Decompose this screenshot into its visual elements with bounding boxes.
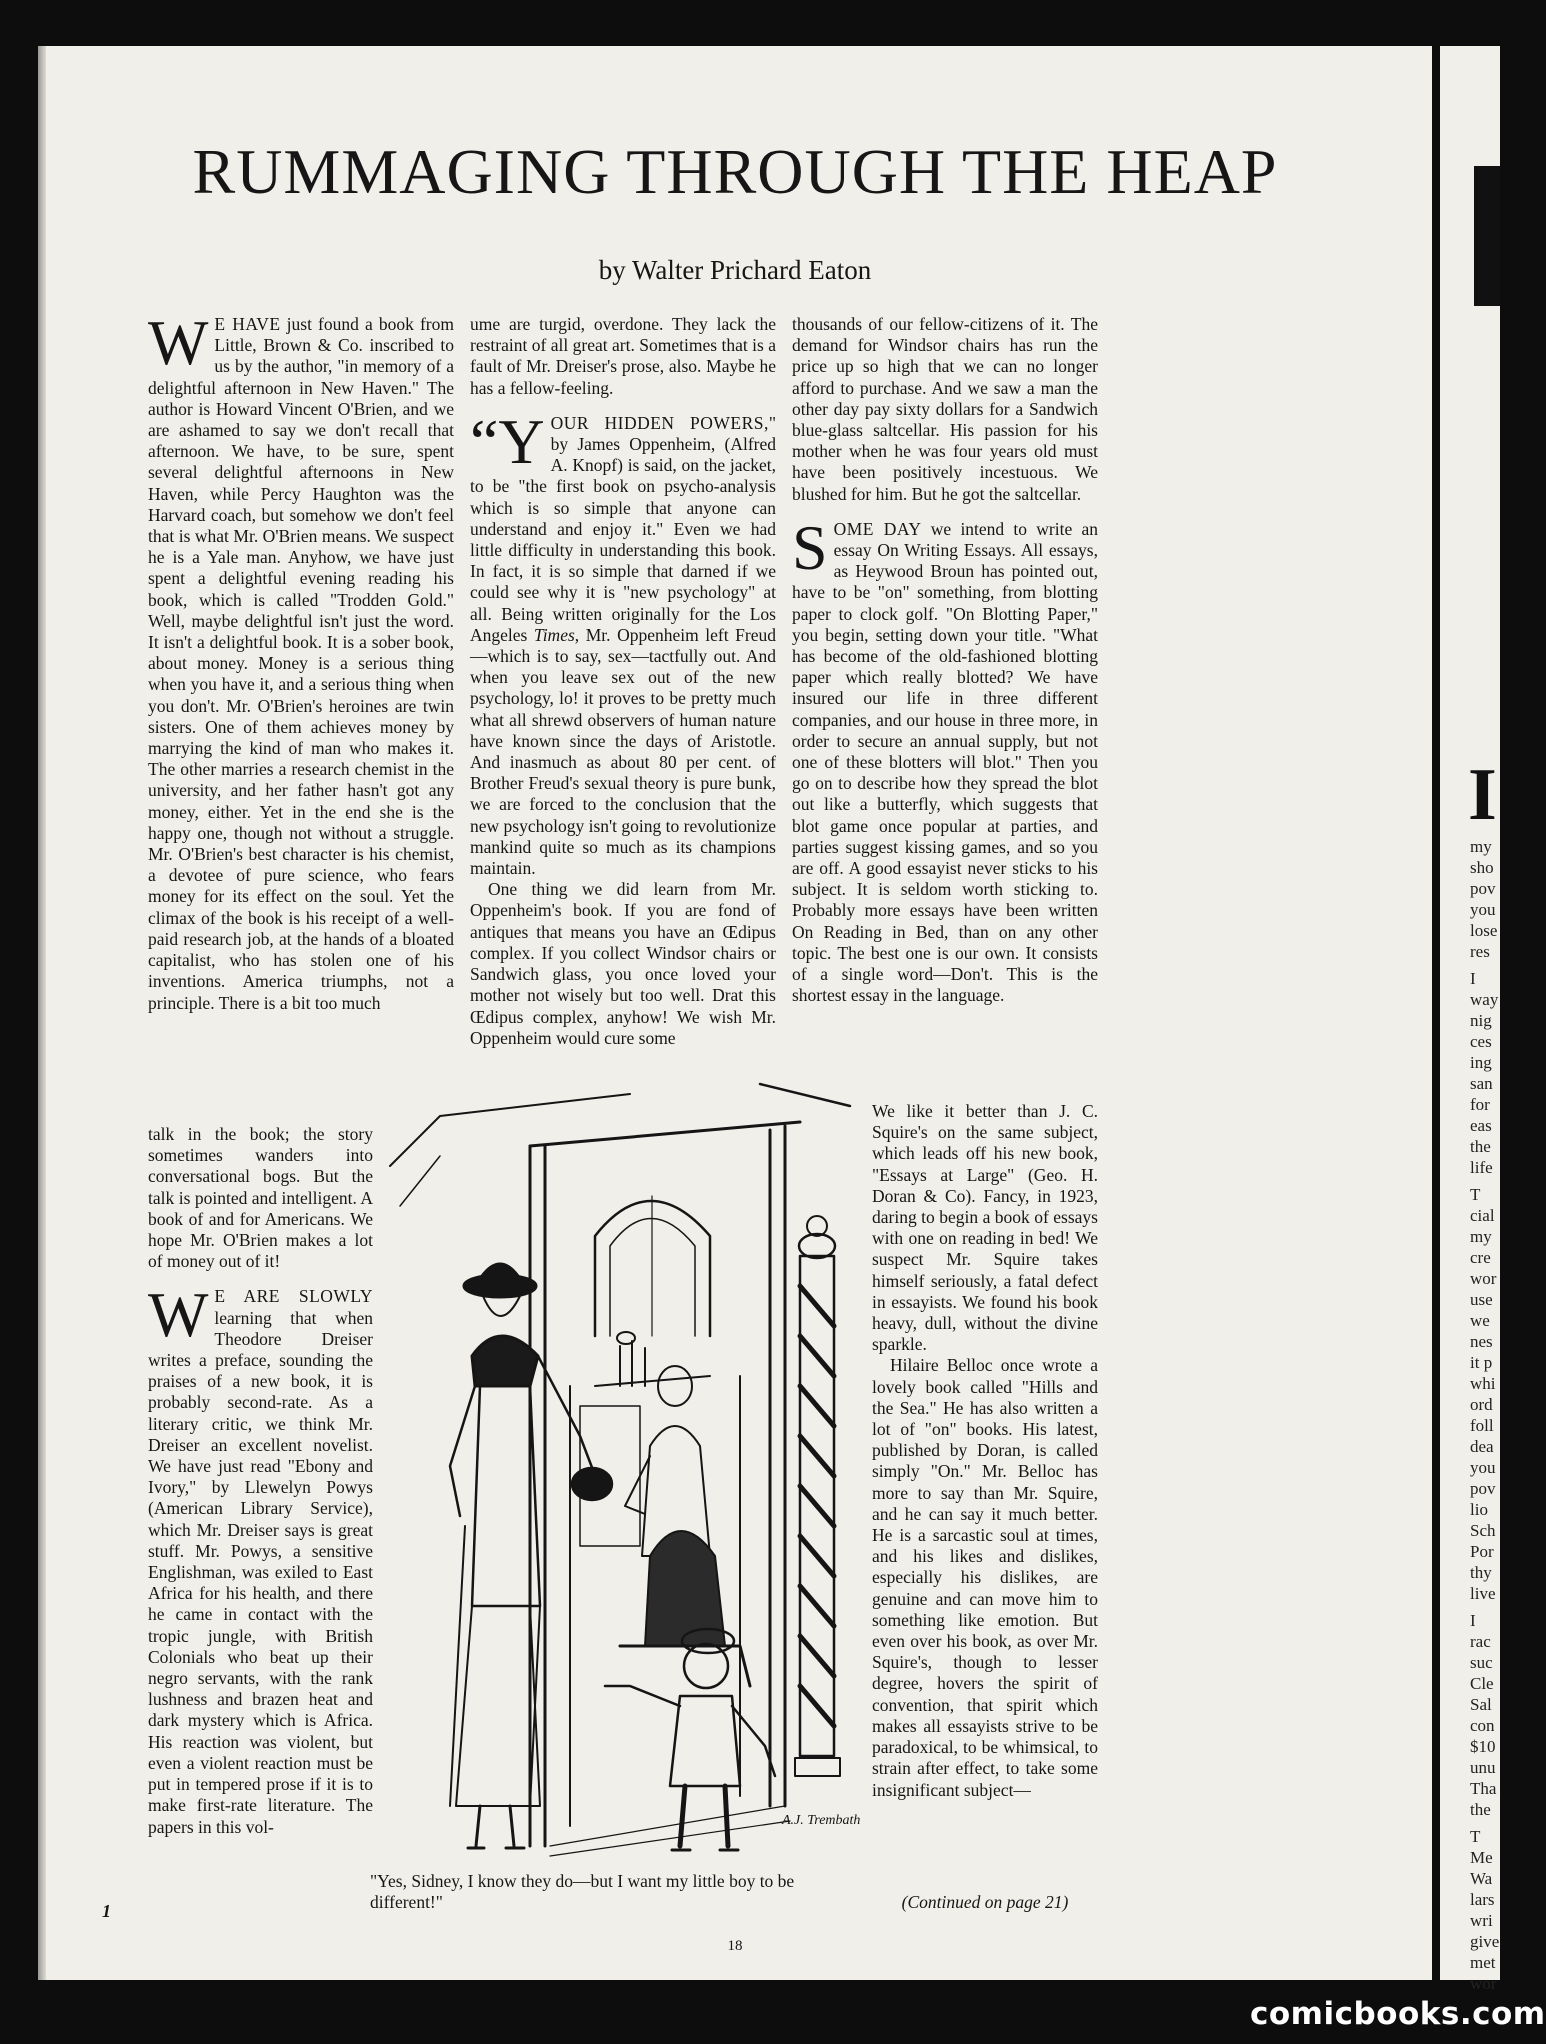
adjacent-page-heading-block [1474,166,1500,276]
adjacent-page-line: Tha [1470,1779,1497,1798]
adjacent-page-line: suc [1470,1653,1493,1672]
adjacent-page-line: cial [1470,1206,1495,1225]
artist-signature: A.J. Trembath [782,1813,861,1828]
adjacent-page-line: nig [1470,1011,1492,1030]
paragraph-text: " by James Oppenheim, (Alfred A. Knopf) is said, on the jacket, to be "the first book on psycho-analysis which is so simple that anyone can understand and enjoy it." Even we had little difficulty in understanding this book. In fact, it is so simple that darned if we could see why it is "new psychology" at all. Being written originally for the Los Angeles [470,412,776,645]
adjacent-page-line: unu [1470,1758,1496,1777]
adjacent-page-line: san [1470,1074,1493,1093]
paragraph-text: we intend to write an essay On Writing Essays. All essays, as Heywood Broun has pointed out, have to be "on" something, from blotting paper to clock golf. "On Blotting Paper," you begin, setting down your title. "What has become of the old-fashioned blotting paper which really blotted? We have insured our life in three different companies, and our house in three more, in order to secure an annual supply, but not one of these blotters will blot." Then you go on to describe how they spread the blot out like a butterfly, which suggests that blot game once popular at parties, and parties suggest kissing games, and so you are off. A good essayist never sticks to his subject. It is seldom worth sticking to. Probably more essays have been written On Reading in Bed, than on any other topic. The best one is our own. It consists of a single word—Don't. This is the shortest essay in the language. [792,518,1099,1006]
adjacent-page-line: Sal [1470,1695,1492,1714]
adjacent-page-line: the [1470,1800,1491,1819]
gutter-mark: 1 [102,1901,111,1921]
adjacent-page-line: ces [1470,1032,1492,1051]
adjacent-page-line: pov [1470,1479,1496,1498]
paragraph-ebony-ivory [148,1279,373,1837]
paragraph-trodden-gold [148,307,454,1014]
illustration-caption: "Yes, Sidney, I know they do—but I want my little boy to be different!" [370,1871,795,1912]
article-byline: by Walter Prichard Eaton [598,255,872,285]
magazine-page [38,46,1432,1980]
column-3 [792,314,1098,1101]
continued-note: (Continued on page 21) [901,1892,1069,1912]
paragraph-text: thousands of our fellow-citizens of it. The demand for Windsor chairs has run the price up so high that we can no longer afford to purchase. And we saw a man the other day pay sixty dollars for a Sandwich blue-glass saltcellar. His passion for his mother when he was four years old must have been positively incestuous. We blushed for him. But he got the saltcellar. [792,314,1098,504]
adjacent-page-line: T [1470,1185,1481,1204]
adjacent-page-line: Me [1470,1848,1493,1867]
paragraph-text: ume are turgid, overdone. They lack the restraint of all great art. Sometimes that is a fault of Mr. Dreiser's prose, also. Maybe he has a fellow-feeling. [470,314,776,398]
adjacent-page-line: foll [1470,1416,1494,1435]
adjacent-page-line: for [1470,1095,1490,1114]
drop-cap: “Y [470,405,545,477]
adjacent-page-line: it p [1470,1353,1493,1372]
paragraph-oedipus: One thing we did learn from Mr. Oppenheim's book. If you are fond of antiques that means you have an Œdipus complex. If you collect Windsor chairs or Sandwich glass, you once loved your mother not wisely but too well. Drat this Œdipus complex, anyhow! We wish Mr. Oppenheim would cure some [470,879,776,1048]
adjacent-page-line: whi [1470,1374,1496,1393]
adjacent-page-line: thy [1470,1563,1492,1582]
column-1-continued [148,1124,373,1908]
adjacent-page-line: Sch [1470,1521,1496,1540]
adjacent-page-line: wri [1470,1911,1493,1930]
adjacent-page-line: nes [1470,1332,1493,1351]
adjacent-page-line: T [1470,1827,1481,1846]
adjacent-page-line: cre [1470,1248,1491,1267]
adjacent-page-line: I [1470,969,1476,988]
watermark-text: comicbooks.com [1250,1996,1546,2032]
column-3-continued [872,1101,1098,1935]
lead-in: OME DAY [833,518,922,539]
adjacent-page-line: eas [1470,1116,1492,1135]
page-spine [38,46,46,1980]
adjacent-page-line: pov [1470,879,1496,898]
drop-cap: S [792,511,828,583]
adjacent-page-line: lio [1470,1500,1488,1519]
page-number: 18 [727,1938,743,1954]
adjacent-page-line: wor [1470,1269,1497,1288]
adjacent-page-line: Por [1470,1542,1494,1561]
lead-in: OUR HIDDEN POWERS, [550,412,769,433]
italic-title: Times [533,624,575,645]
paragraph-text: We like it better than J. C. Squire's on the same subject, which leads off his new book, "Essays at Large" (Geo. H. Doran & Co). Fancy, in 1923, daring to begin a book of essays with one on reading in bed! We suspect Mr. Squire takes himself seriously, a fatal defect in essayists. We found his book heavy, dull, without the divine sparkle. [872,1101,1098,1355]
paragraph-essays [792,511,1099,1007]
adjacent-page-line: dea [1470,1437,1494,1456]
adjacent-page-edge [1440,46,1500,1993]
adjacent-page-line: use [1470,1290,1493,1309]
adjacent-page-line: you [1470,1458,1496,1477]
drop-cap: W [148,1279,209,1351]
adjacent-page-line: the [1470,1137,1491,1156]
adjacent-page-drop-cap: I [1468,754,1497,836]
paragraph-text: , Mr. Oppenheim left Freud—which is to say, sex—tactfully out. And when you leave sex out of the new psychology, lo! it proves to be pretty much what all shrewd observers of human nature have known since the days of Aristotle. And inasmuch as about 80 per cent. of Brother Freud's sexual theory is pure bunk, we are forced to the conclusion that the new psychology isn't going to revolutionize mankind quite so much as its champions maintain. [470,624,776,879]
adjacent-page-line: way [1470,990,1499,1009]
adjacent-page-line: sho [1470,858,1494,877]
adjacent-page-line: wor [1470,1974,1497,1993]
adjacent-page-line: ord [1470,1395,1493,1414]
paragraph-text: talk in the book; the story sometimes wanders into conversational bogs. But the talk is pointed and intelligent. A book of and for Americans. We hope Mr. O'Brien makes a lot of money out of it! [148,1124,373,1272]
barbershop-illustration [380,1086,866,1874]
paragraph-text: just found a book from Little, Brown & Co. inscribed to us by the author, "in memory of a delightful afternoon in New Haven." The author is Howard Vincent O'Brien, and we are ashamed to say we don't recall that afternoon. We have, to be sure, spent several delightful afternoons in New Haven, while Percy Haughton was the Harvard coach, but somehow we don't feel that is what Mr. O'Brien means. We suspect he is a Yale man. Anyhow, we have just spent a delightful evening reading his book, which is called "Trodden Gold." Well, maybe delightful isn't just the word. It isn't a delightful book. It is a sober book, about money. Money is a serious thing when you have it, and a serious thing when you don't. Mr. O'Brien's heroines are twin sisters. One of them achieves money by marrying the kind of man who makes it. The other marries a research chemist in the university, and her father hasn't got any money, either. Yet in the end she is the happy one, though not without a struggle. Mr. O'Brien's best character is his chemist, a devotee of pure science, who fears money for its effect on the soul. Yet the climax of the book is his receipt of a well-paid research job, at the hands of a bloated capitalist, who has stolen one of his inventions. America triumphs, not a principle. There is a bit too much [148,314,454,1013]
adjacent-page-line: Cle [1470,1674,1494,1693]
lead-in: E HAVE [214,314,281,334]
adjacent-page-line: we [1470,1311,1490,1330]
adjacent-page-line: you [1470,900,1496,919]
adjacent-page-line: give [1470,1932,1500,1951]
adjacent-page-heading-block [1474,276,1500,306]
adjacent-page-line: lose [1470,921,1498,940]
lead-in: E ARE SLOWLY [214,1286,373,1307]
adjacent-page-line: my [1470,1227,1492,1246]
adjacent-page-line: met [1470,1953,1496,1972]
adjacent-page-line: Wa [1470,1869,1493,1888]
adjacent-page-line: con [1470,1716,1495,1735]
article-title: RUMMAGING THROUGH THE HEAP [192,136,1278,207]
column-2 [470,314,776,1086]
paragraph-belloc: Hilaire Belloc once wrote a lovely book called "Hills and the Sea." He has also written a lot of "on" books. His latest, published by Doran, is called simply "On." Mr. Belloc has more to say than Mr. Squire, and he can say it much better. He is a sarcastic soul at times, and his likes and dislikes, especially his dislikes, are genuine and can move him to something like emotion. But even over his book, as over Mr. Squire's, though to lesser degree, hovers the spirit of convention, that spirit which makes all essayists strive to be paradoxical, to be whimsical, to strain after effect, to take some insignificant subject— [872,1355,1098,1800]
paragraph-text: learning that when Theodore Dreiser writes a preface, sounding the praises of a new book, it is probably second-rate. As a literary critic, we think Mr. Dreiser an excellent novelist. We have just read "Ebony and Ivory," by Llewelyn Powys (American Library Service), which Mr. Dreiser says is great stuff. Mr. Powys, a sensitive Englishman, was exiled to East Africa for his health, and there he came in contact with the tropic jungle, with British Colonials who beat up their negro servants, with the rank lushness and brazen heat and dark mystery which is Africa. His reaction was violent, but even a violent reaction must be put in tempered prose if it is to make first-rate literature. The papers in this vol- [148,1307,373,1837]
adjacent-page-line: I [1470,1611,1476,1630]
adjacent-page-line: live [1470,1584,1496,1603]
adjacent-page-line: res [1470,942,1490,961]
adjacent-page-line: life [1470,1158,1493,1177]
adjacent-page-line: lars [1470,1890,1495,1909]
adjacent-page-line: my [1470,837,1492,856]
adjacent-page-line: ing [1470,1053,1492,1072]
adjacent-page-line: rac [1470,1632,1491,1651]
paragraph-hidden-powers [470,405,776,879]
column-1 [148,307,454,1114]
adjacent-page-line: $10 [1470,1737,1496,1756]
drop-cap: W [148,307,209,378]
